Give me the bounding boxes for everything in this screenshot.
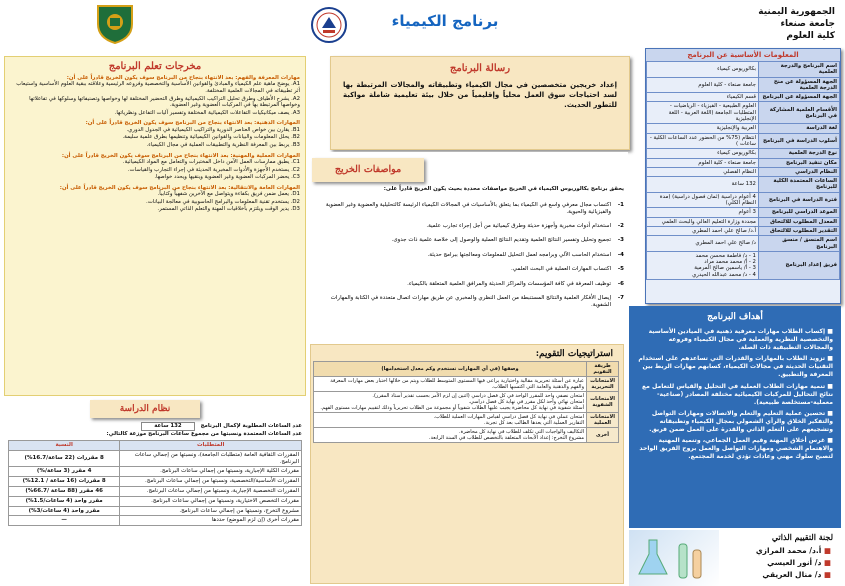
info-key: مكان تنفيذ البرنامج <box>758 158 839 167</box>
distribution-ratio: 8 مقررات (22 ساعة/16.7%) <box>9 450 120 467</box>
distribution-ratio: — <box>9 516 120 526</box>
outcomes-title: مخرجات تعلم البرنامج <box>108 61 202 72</box>
info-value: د/ صالح علي احمد المطري <box>647 236 759 252</box>
strategy-method: أخرى <box>587 428 619 443</box>
outcome-item: B1. يقارن بين خواص العناصر الدورية والتراكيب الكيميائية في الجدول الدوري. <box>126 126 300 133</box>
committee-list <box>756 546 831 582</box>
info-value: مجددة وزارة التعليم العالي والبحث العلمي <box>647 217 759 226</box>
info-row <box>647 102 840 124</box>
info-value: قسم الكيمياء <box>647 93 759 102</box>
graduate-spec-text: استخدام الحاسب الآلي وبرامجه لعمل التحليل للمعلومات ومعالجتها ببرامج حديثة. <box>427 251 611 258</box>
objectives-panel <box>629 306 841 528</box>
info-key: فترة الدراسة في البرنامج <box>758 192 839 208</box>
outcome-item: D2. يستخدم تقنية المعلومات والبرامج الحاسوبية في معالجة البيانات. <box>146 198 300 205</box>
objective-item: ■ تزويد الطلاب بالمهارات والقدرات التي تساعدهم على استخدام التقنيات الحديثة في مجالات الكيمياء، كسابهم مهارات الربط بين المعرفة والتطبيق. <box>637 355 833 379</box>
basic-info-title: المعلومات الأساسية عن البرنامج <box>646 49 840 61</box>
distribution-requirement: مقررات الكلية الإجبارية، ونسبتها من إجمالي ساعات البرنامج. <box>120 467 302 477</box>
distribution-requirement: مقررات التخصص الاختيارية، ونسبتها من إجمالي ساعات البرنامج. <box>120 496 302 506</box>
info-row <box>647 251 840 279</box>
university-logo <box>310 6 348 44</box>
graduate-spec-number: 7- <box>617 294 624 301</box>
graduate-spec-item <box>312 202 624 215</box>
objectives-title: أهداف البرنامج <box>707 312 763 322</box>
mission-title: رسالة البرنامج <box>449 63 511 74</box>
strategy-method: الامتحانات الشفوية <box>587 392 619 413</box>
info-value: بكالوريوس كيمياء <box>647 62 759 78</box>
info-row <box>647 77 840 93</box>
outcome-item: D3. يدير الوقت ويلتزم بأخلاقيات المهنة والتعلم الذاتي المستمر. <box>157 206 300 213</box>
info-row <box>647 177 840 193</box>
country-name: الجمهورية اليمنية <box>758 7 835 17</box>
distribution-requirement: المقررات التخصصية الإجبارية، ونسبتها من إجمالي ساعات البرنامج. <box>120 486 302 496</box>
graduate-spec-item <box>312 266 624 273</box>
info-row <box>647 236 840 252</box>
strategy-method: الامتحانات العملية <box>587 413 619 428</box>
outcomes-panel <box>4 56 306 396</box>
distribution-row <box>9 496 302 506</box>
graduate-spec-number: 4- <box>617 251 624 258</box>
graduate-spec-item <box>312 295 624 308</box>
distribution-row <box>9 506 302 516</box>
distribution-ratio: مقرر واحد (4 ساعات/3%) <box>9 506 120 516</box>
dist-head-requirement: المتطلبات <box>120 441 302 451</box>
graduate-spec-number: 2- <box>617 222 624 229</box>
hours-distribution-label: عدد الساعات المعتمدة ونسبتها من مجموع ساعات البرنامج موزعة كالتالي: <box>106 431 302 437</box>
distribution-row <box>9 486 302 496</box>
mission-text: إعداد خريجين متخصصين في مجال الكيمياء وتطبيقاته والمجالات المرتبطة بها لسد احتياجات سوق العمل محلياً وإقليمياً من خلال بيئة تعليمية شاملة مواكبة للتطور الحديث. <box>343 81 617 109</box>
info-key: لغة الدراسة <box>758 124 839 133</box>
info-row <box>647 93 840 102</box>
strategy-desc: امتحان عملي في نهاية كل فصل دراسي لقياس المهارات العملية للطلاب. التقارير العملية التي يعدها الطالب بعد كل تجربة. <box>314 413 587 428</box>
objective-item: ■ تحسين عملية التعليم والتعلم والاتصالات ومهارات التواصل والتفكير الخلاق والرأي الشمولي بمجال الكيمياء وتطبيقاته وتشجيعهم على التعلم الذاتي والقدرة على العمل ضمن فريق. <box>637 410 833 434</box>
committee-member: ■ د/ أنور العيسي <box>756 558 831 567</box>
distribution-row <box>9 477 302 487</box>
outcome-group-heading: مهارات المعرفة والفهم: بعد الانتهاء بنجاح من البرنامج سوف يكون الخريج قادراً على أن: <box>66 75 300 81</box>
committee-member: ■ أ.د/ محمد المرازي <box>756 546 831 555</box>
info-key: الأقسام العلمية المشاركة في البرنامج <box>758 102 839 124</box>
info-value: جامعة صنعاء - كلية العلوم <box>647 77 759 93</box>
info-key: الساعات المعتمدة الكلية للبرنامج <box>758 177 839 193</box>
info-value: بكالوريوس كيمياء <box>647 149 759 158</box>
strategy-row <box>314 413 619 428</box>
distribution-requirement: المقررات الثقافية العامة (متطلبات الجامعة)، ونسبتها من إجمالي ساعات البرنامج. <box>120 450 302 467</box>
program-title: برنامج الكيمياء <box>391 12 499 30</box>
graduate-spec-number: 3- <box>617 237 624 244</box>
graduate-specs-title: مواصفات الخريج <box>312 158 424 182</box>
strategy-method: الامتحانات التحريرية <box>587 377 619 392</box>
strategy-desc: عبارة عن أسئلة تحريرية مقالية واختيارية يراعى فيها المستوى المتوسط للطلاب ويتم من خلالها اختبار بعض مهارات المعرفة والفهم والذهنية والعامة التي اكتسبها الطلاب. <box>314 377 587 392</box>
info-value: انتظام (75% من الحضور عدد الساعات الكلية - ساعات ) <box>647 133 759 149</box>
info-value: 3 أعوام <box>647 208 759 217</box>
strategy-desc: التكاليف والواجبات التي تكلف للطلاب في نهاية كل محاضرة. مشروع التخرج: إعداد الأبحاث المتعلقة بالتخصص للطلاب في السنة الرابعة. <box>314 428 587 443</box>
info-key: الموعد الدراسي للبرنامج <box>758 208 839 217</box>
mission-panel <box>330 56 630 150</box>
outcome-item: A3. يصف ميكانيكيات التفاعلات الكيميائية المختلفة وتفسير آليات التفاعل ونظرياتها. <box>114 109 300 116</box>
basic-info-panel <box>645 48 841 304</box>
info-key: النظام الدراسي <box>758 167 839 176</box>
outcome-item: D1. يعمل ضمن فريق بكفاءة ويتواصل مع الآخرين شفهياً وكتابياً. <box>157 191 300 198</box>
info-row <box>647 149 840 158</box>
graduate-spec-text: استخدام أدوات مخبرية وأجهزة حديثة وطرق كيميائية من أجل إجراء تجارب علمية. <box>426 222 611 229</box>
outcome-group-heading: المهارات العملية والمهنية: بعد الانتهاء بنجاح من البرنامج سوف يكون الخريج قادراً على أن: <box>61 152 300 159</box>
info-key: التقدير المطلوب للالتحاق <box>758 226 839 235</box>
graduate-specs-intro: يحقق برنامج بكالوريوس الكيمياء في الخريج مواصفات محددة بحيث يكون الخريج قادراً على: <box>383 186 624 192</box>
strategies-head-method: طريقة التقويم <box>587 362 619 377</box>
info-row <box>647 167 840 176</box>
distribution-ratio: 4 مقرر (3 ساعة/%) <box>9 467 120 477</box>
graduate-spec-number: 6- <box>617 280 624 287</box>
distribution-ratio: 8 مقررات (16 ساعة / 12.1%) <box>9 477 120 487</box>
outcome-item: C3. يحضر المركبات العضوية وغير العضوية وينقيها ويحدد خواصها. <box>154 174 300 181</box>
graduate-spec-number: 5- <box>617 266 624 273</box>
distribution-requirement: المقررات الأساسية/التخصصية، ونسبتها من إجمالي ساعات البرنامج. <box>120 477 302 487</box>
total-hours-value: 132 ساعة <box>141 422 194 431</box>
graduate-specs-list <box>312 202 624 316</box>
info-key: الجهة المسؤولة عن منح الدرجة العلمية <box>758 77 839 93</box>
strategy-row <box>314 377 619 392</box>
info-value: 1 - د/ فاطمة محسن محمد 2 - أ/ محمد محمد مراد 3 - أ/ ياسمين صالح المرمية 4 - د/ محمد عبدالله الحيدري <box>647 251 759 279</box>
info-row <box>647 133 840 149</box>
info-row <box>647 226 840 235</box>
outcomes-groups <box>5 75 305 217</box>
faculty-logo <box>94 4 136 44</box>
info-value: أ.د/ صالح علي احمد المطري <box>647 226 759 235</box>
info-value: 4 أعوام دراسية (ثمان فصول دراسية) (مدة النظام الكلي) <box>647 192 759 208</box>
info-row <box>647 217 840 226</box>
lab-glassware-image <box>629 530 719 586</box>
info-value: النظام الفصلي <box>647 167 759 176</box>
distribution-row <box>9 467 302 477</box>
outcome-group-heading: المهارات العامة والانتقالية: بعد الانتهاء بنجاح من البرنامج سوف يكون الخريج قادراً على أن: <box>59 184 300 191</box>
graduate-spec-text: إيصال الأفكار العلمية والنتائج المستنبطة من العمل النظري والمخبري عن طريق مهارات اتصال متعددة في الكتابة والمهارات الشفوية. <box>330 294 611 308</box>
outcome-item: A1. يوضح ماهية علم الكيمياء والمبادئ والقوانين الأساسية والتخصصية وفروعه الرئيسية وعلاقته ببقية العلوم الأساسية واستيعاب أثر تطبيقاته في المجالات العلمية المختلفة. <box>16 81 300 94</box>
info-value: 132 ساعة <box>647 177 759 193</box>
info-row <box>647 192 840 208</box>
strategies-panel <box>310 344 624 584</box>
outcome-item: A2. يشرح الأطياف وطرق تحليل التراكيب الكيميائية وطرق التحضير المختلفة لها وخواصها وتصنيفاتها وسلوكها في تفاعلاتها وخواصها المرتبطة بها في المركبات العضوية وغير العضوية. <box>29 95 300 109</box>
info-value: العربية والإنجليزية <box>647 124 759 133</box>
info-row <box>647 62 840 78</box>
info-key: فريق إعداد البرنامج <box>758 251 839 279</box>
distribution-ratio: مقرر واحد (4 ساعات/1.5%) <box>9 496 120 506</box>
distribution-row <box>9 450 302 467</box>
distribution-requirement: مشروع التخرج، ونسبتها من إجمالي ساعات البرنامج. <box>120 506 302 516</box>
strategies-head-desc: وصفها (في أي المهارات تستخدم وكم معدل استخدامها) <box>314 362 587 377</box>
distribution-row <box>9 516 302 526</box>
faculty-name: كلية العلوم <box>786 31 835 41</box>
strategy-row <box>314 428 619 443</box>
info-key: نوع الدرجة العلمية <box>758 149 839 158</box>
committee-title: لجنة التقييم الذاتي <box>771 532 833 542</box>
graduate-spec-item <box>312 281 624 288</box>
graduate-spec-text: تجميع وتحليل وتفسير النتائج العلمية وتقديم النتائج العملية والوصول إلى خلاصة علمية ذات جدوى. <box>391 237 611 244</box>
info-key: اسم المنسق / منسق البرنامج <box>758 236 839 252</box>
graduate-spec-text: اكتساب مجال معرفي واسع في الكيمياء بما يتعلق بالأساسيات في المجالات الكيمياء الرئيسة كالتحليلية والعضوية وغير العضوية والفيزيائية والحيوية. <box>325 202 611 215</box>
info-key: المعدل المطلوب للالتحاق <box>758 217 839 226</box>
objective-item: ■ تنمية مهارات الطلاب العملية في التحليل والقياس للتعامل مع نتائج التحاليل للمركبات الكيميائية مختلفة المصادر (صناعية-معملية-مستخلصة طبيعية). <box>637 383 833 407</box>
outcome-item: C2. يستخدم الأجهزة والأدوات المخبرية الحديثة في إجراء التجارب والقياسات. <box>127 166 300 173</box>
dist-head-ratio: النسبة <box>9 441 120 451</box>
study-system-title: نظام الدراسة <box>90 400 200 418</box>
graduate-spec-number: 1- <box>617 202 624 208</box>
info-value: جامعة صنعاء - كلية العلوم <box>647 158 759 167</box>
objectives-list <box>629 326 841 461</box>
graduate-spec-item <box>312 223 624 230</box>
distribution-requirement: مقررات أخرى (إن لزم الموضع) حددها <box>120 516 302 526</box>
university-name: جامعة صنعاء <box>780 19 835 29</box>
strategy-row <box>314 392 619 413</box>
objective-item: ■ غرس أخلاق المهنة وقيم العمل الجماعي، وتنمية المهنية والاهتمام الشخصي ومهارات التواصل والعمل بروح الفريق الواحد لتصبح سلوك مهني وعادات تؤدي لخدمة المجتمع. <box>637 437 833 461</box>
info-key: أسلوب الدراسة في البرنامج <box>758 133 839 149</box>
info-key: اسم البرنامج والدرجة العلمية <box>758 62 839 78</box>
info-row <box>647 158 840 167</box>
graduate-spec-item <box>312 237 624 244</box>
committee-panel <box>629 530 841 586</box>
strategies-title: استراتيجيات التقويم: <box>535 349 613 359</box>
outcome-item: B3. يربط بين المعرفة النظرية والتطبيقات العملية في مجال الكيمياء. <box>146 141 300 148</box>
study-system-panel <box>4 398 306 584</box>
graduate-spec-text: توظيف المعرفة في كافة المؤسسات والمراكز الحديثة والمرافق العلمية المتعلقة بالكيمياء. <box>407 280 611 287</box>
distribution-ratio: 46 مقرر (88 ساعة /66.7%) <box>9 486 120 496</box>
committee-member: ■ د/ منال العريقي <box>756 570 831 579</box>
info-key: الجهة المسؤولة عن البرنامج <box>758 93 839 102</box>
strategy-desc: امتحان نصفي واحد للمقرر الواحد في كل فصل دراسي (اثنين إن لزم الأمر بحسب تقدير أستاذ المقرر). امتحان نهائي واحد لكل مقرر في نهاية كل فصل دراسي. أسئلة شفوية في نهاية كل محاضرة يجيب عليها الطلاب شفوياً أو مجموعة من الطلاب تحريرياً وذلك لتقييم مهارات مستوى الفهم. <box>314 392 587 413</box>
total-hours-label: عدد الساعات المطلوبة لإكمال البرنامج <box>200 423 302 429</box>
info-value: العلوم الطبيعية - الفيزياء - الرياضيات - المتطلبات الجامعة (اللغة العربية - اللغة الإنجليزية <box>647 102 759 124</box>
outcome-item: C1. يطبق ممارسات العمل الآمن داخل المختبرات والتعامل مع المواد الكيميائية. <box>122 158 300 165</box>
basic-info-table <box>646 61 840 280</box>
outcome-item: B2. يحلل المعلومات والبيانات والقوانين الكيميائية وتنظيمها بطرق علمية سليمة. <box>122 134 300 141</box>
objective-item: ■ إكساب الطلاب مهارات معرفية ذهنية في الميادين الأساسية والتخصصية النظرية والعملية في مجال الكيمياء وفروعه والمجالات التطبيقية ذات الصلة. <box>637 328 833 352</box>
hours-distribution-table <box>8 440 302 526</box>
graduate-spec-text: اكتساب المهارات العملية في البحث العلمي. <box>511 266 611 273</box>
info-row <box>647 208 840 217</box>
info-row <box>647 124 840 133</box>
graduate-specs-panel <box>306 152 628 342</box>
graduate-spec-item <box>312 252 624 259</box>
outcome-group-heading: المهارات الذهنية: بعد الانتهاء بنجاح من البرنامج سوف يكون الخريج قادراً على أن: <box>85 120 300 127</box>
strategies-table <box>313 361 619 443</box>
